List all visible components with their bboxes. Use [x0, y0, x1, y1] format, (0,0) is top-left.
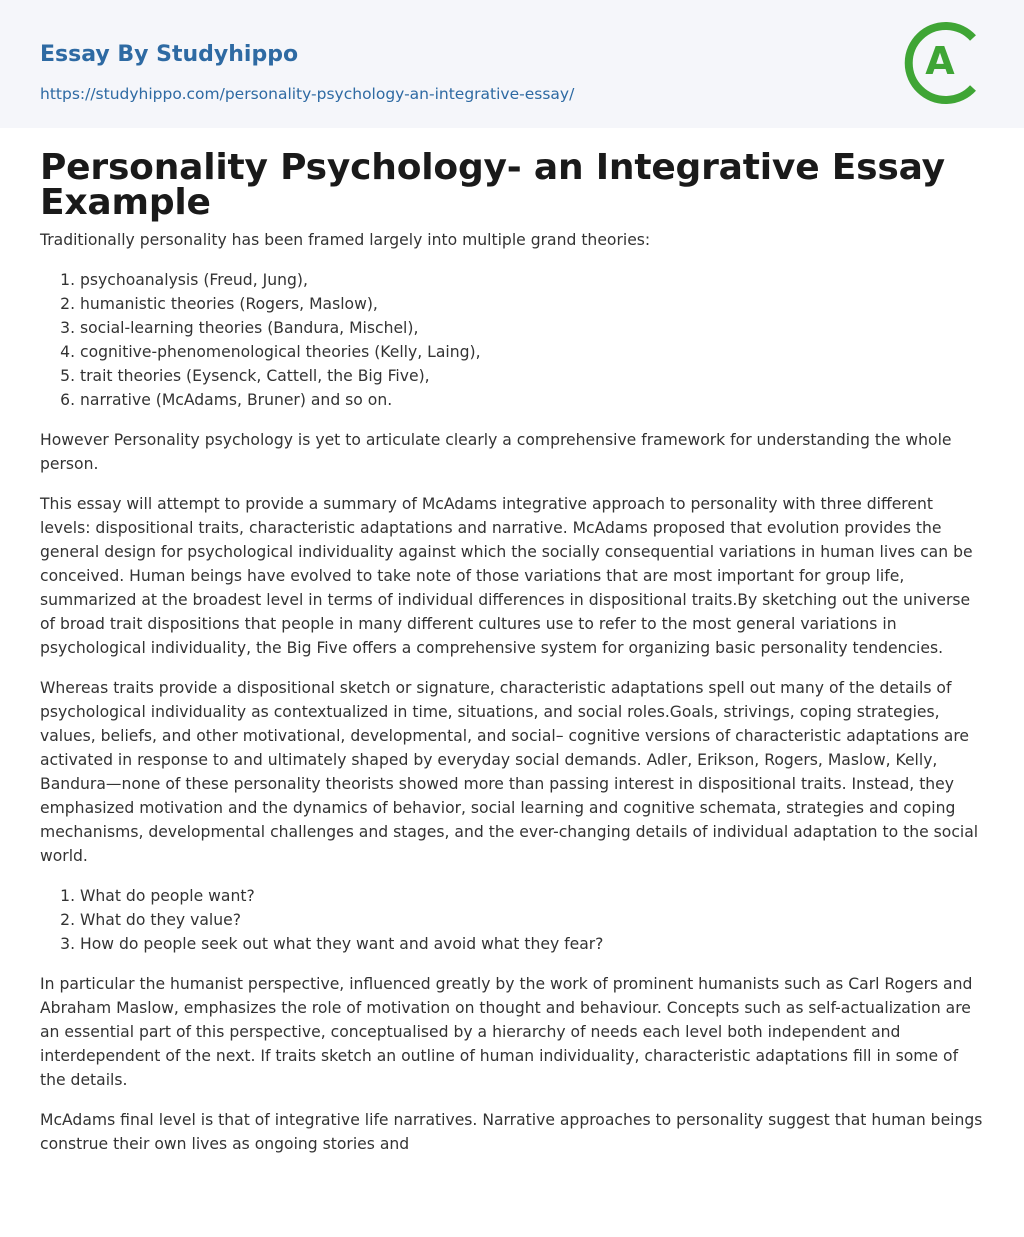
paragraph: This essay will attempt to provide a summary of McAdams integrative approach to personality with three different levels: dispositional traits, characteristic adaptations and narrative. McAdams proposed that evolution provides the general design for psychological individuality against which the socially consequential variations in human lives can be conceived. Human beings have evolved to take note of those variations that are most important for group life, summarized at the broadest level in terms of individual differences in dispositional traits.By sketching out the universe of broad trait dispositions that people in many different cultures use to refer to the most general variations in psychological individuality, the Big Five offers a comprehensive system for organizing basic personality tendencies. — [40, 495, 973, 657]
list-item: 5. trait theories (Eysenck, Cattell, the Big Five), — [80, 364, 986, 388]
list-item: 6. narrative (McAdams, Bruner) and so on. — [80, 388, 986, 412]
list-item: 4. cognitive-phenomenological theories (Kelly, Laing), — [80, 340, 986, 364]
essay-url-link[interactable]: https://studyhippo.com/personality-psychology-an-integrative-essay/ — [40, 85, 575, 103]
theories-list — [40, 268, 986, 412]
paragraph: Whereas traits provide a dispositional sketch or signature, characteristic adaptations spell out many of the details of psychological individuality as contextualized in time, situations, and social roles.Goals, strivings, coping strategies, values, beliefs, and other motivational, developmental, and social– cognitive versions of characteristic adaptations are activated in response to and ultimately shaped by everyday social demands. Adler, Erikson, Rogers, Maslow, Kelly, Bandura—none of these personality theorists showed more than passing interest in dispositional traits. Instead, they emphasized motivation and the dynamics of behavior, social learning and cognitive schemata, strategies and coping mechanisms, developmental challenges and stages, and the ever-changing details of individual adaptation to the social world. — [40, 679, 979, 865]
questions-list — [40, 884, 986, 956]
logo-letter: A — [925, 39, 955, 83]
intro-paragraph: Traditionally personality has been framed largely into multiple grand theories: — [40, 231, 651, 249]
brand-link[interactable]: Essay By Studyhippo — [40, 42, 299, 67]
paragraph: McAdams final level is that of integrative life narratives. Narrative approaches to personality suggest that human beings construe their own lives as ongoing stories and — [40, 1111, 983, 1153]
list-item: 2. What do they value? — [80, 908, 986, 932]
paragraph: However Personality psychology is yet to articulate clearly a comprehensive framework for understanding the whole person. — [40, 431, 952, 473]
list-item: 1. What do people want? — [80, 884, 986, 908]
paragraph: In particular the humanist perspective, influenced greatly by the work of prominent humanists such as Carl Rogers and Abraham Maslow, emphasizes the role of motivation on thought and behaviour. Concepts such as self-actualization are an essential part of this perspective, conceptualised by a hierarchy of needs each level both independent and interdependent of the next. If traits sketch an outline of human individuality, characteristic adaptations fill in some of the details. — [40, 975, 973, 1089]
list-item: 3. social-learning theories (Bandura, Mischel), — [80, 316, 986, 340]
essay-title: Personality Psychology- an Integrative Essay Example — [40, 147, 945, 223]
essay-body — [40, 228, 986, 1172]
list-item: 3. How do people seek out what they want and avoid what they fear? — [80, 932, 986, 956]
list-item: 1. psychoanalysis (Freud, Jung), — [80, 268, 986, 292]
list-item: 2. humanistic theories (Rogers, Maslow), — [80, 292, 986, 316]
